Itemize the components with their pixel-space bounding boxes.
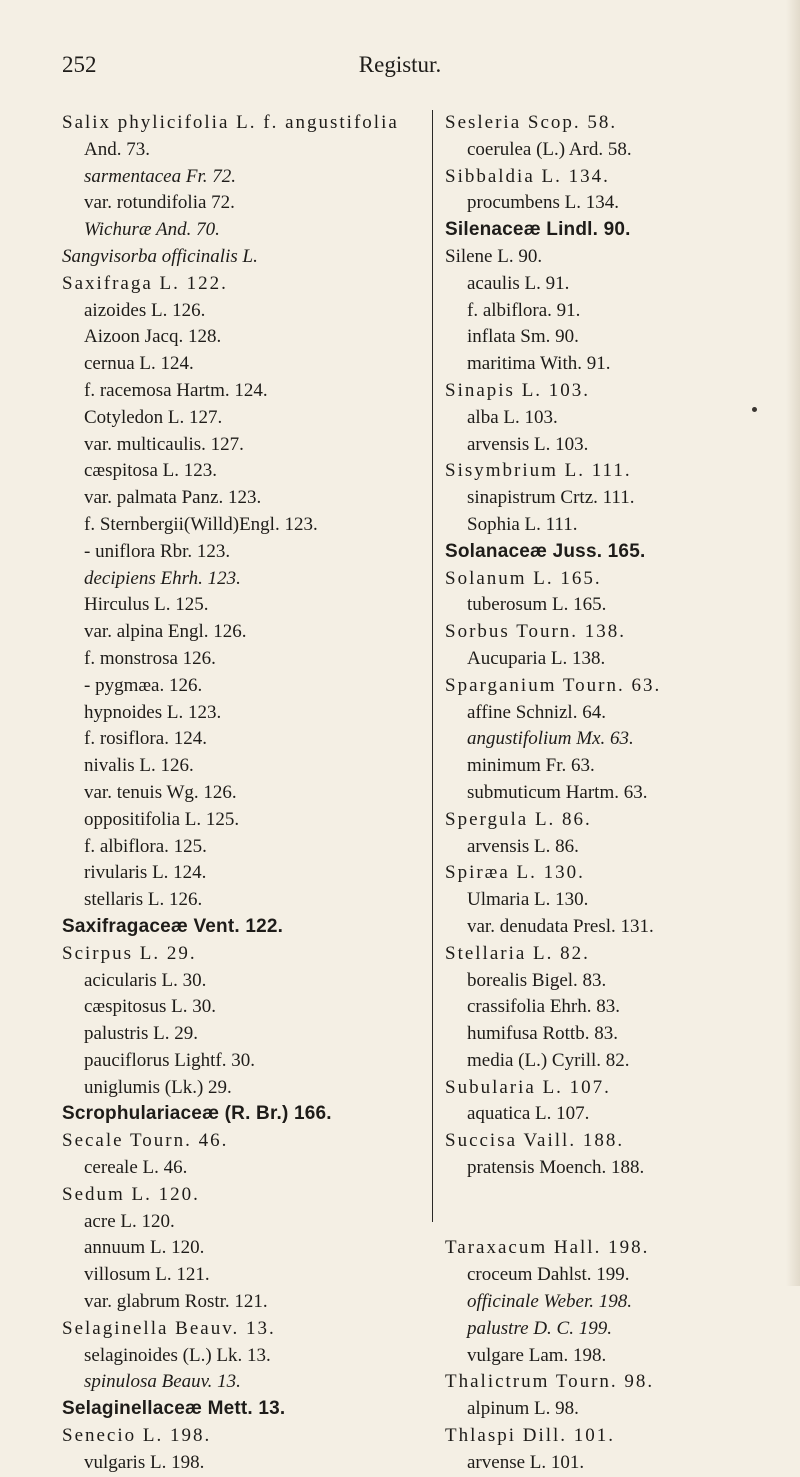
- index-entry: var. glabrum Rostr. 121.: [84, 1291, 268, 1313]
- page-edge-shadow: [786, 0, 800, 1286]
- index-entry: aizoides L. 126.: [84, 299, 206, 321]
- index-entry-heading: Thlaspi Dill. 101.: [445, 1425, 616, 1447]
- index-gap: [445, 1209, 800, 1236]
- index-entry-heading: Salix phylicifolia L. f. angustifolia: [62, 112, 399, 133]
- index-entry: And. 73.: [84, 138, 150, 160]
- index-entry: cernua L. 124.: [84, 353, 194, 375]
- index-entry: tuberosum L. 165.: [467, 594, 607, 616]
- index-entry: var. tenuis Wg. 126.: [84, 781, 237, 803]
- index-entry: f. albiflora. 91.: [467, 299, 581, 321]
- index-entry: officinale Weber. 198.: [467, 1291, 632, 1313]
- index-entry-heading: Senecio L. 198.: [62, 1425, 212, 1447]
- index-entry: affine Schnizl. 64.: [467, 701, 606, 723]
- index-entry-heading: Selaginellaceæ Mett. 13.: [62, 1398, 286, 1420]
- index-entry-heading: Sesleria Scop. 58.: [445, 112, 618, 133]
- index-entry: f. racemosa Hartm. 124.: [84, 379, 268, 401]
- index-entry: maritima With. 91.: [467, 353, 611, 375]
- index-entry: arvense L. 101.: [467, 1451, 585, 1473]
- index-entry: spinulosa Beauv. 13.: [84, 1371, 241, 1393]
- index-entry: aquatica L. 107.: [467, 1103, 590, 1125]
- index-entry: - uniflora Rbr. 123.: [84, 540, 231, 562]
- index-entry: minimum Fr. 63.: [467, 755, 595, 777]
- index-entry-heading: Sangvisorba officinalis L.: [62, 245, 258, 267]
- index-entry: media (L.) Cyrill. 82.: [467, 1049, 630, 1071]
- index-entry: crassifolia Ehrh. 83.: [467, 996, 621, 1018]
- index-entry: var. multicaulis. 127.: [84, 433, 244, 455]
- index-entry-heading: Secale Tourn. 46.: [62, 1130, 229, 1152]
- index-entry: acre L. 120.: [84, 1210, 175, 1232]
- index-entry: sinapistrum Crtz. 111.: [467, 487, 635, 509]
- index-entry: decipiens Ehrh. 123.: [84, 567, 241, 589]
- index-entry-heading: Sparganium Tourn. 63.: [445, 674, 662, 696]
- index-entry: Hirculus L. 125.: [84, 594, 209, 616]
- index-entry: submuticum Hartm. 63.: [467, 781, 648, 803]
- index-entry-heading: Solanum L. 165.: [445, 567, 602, 589]
- index-entry: uniglumis (Lk.) 29.: [84, 1076, 232, 1098]
- index-entry: alba L. 103.: [467, 406, 558, 428]
- index-entry: Sophia L. 111.: [467, 513, 578, 535]
- index-entry-heading: Sisymbrium L. 111.: [445, 460, 632, 482]
- index-entry: hypnoides L. 123.: [84, 701, 222, 723]
- index-entry-heading: Sedum L. 120.: [62, 1183, 200, 1205]
- index-entry-heading: Subularia L. 107.: [445, 1076, 611, 1098]
- index-entry: var. rotundifolia 72.: [84, 192, 235, 214]
- index-entry: selaginoides (L.) Lk. 13.: [84, 1344, 271, 1366]
- index-entry: rivularis L. 124.: [84, 862, 207, 884]
- index-entry: alpinum L. 98.: [467, 1398, 579, 1420]
- index-entry: acaulis L. 91.: [467, 272, 570, 294]
- index-entry: vulgaris L. 198.: [84, 1451, 205, 1473]
- index-entry: f. rosiflora. 124.: [84, 728, 207, 750]
- index-entry: inflata Sm. 90.: [467, 326, 579, 348]
- index-entry: Ulmaria L. 130.: [467, 889, 589, 911]
- index-entry: sarmentacea Fr. 72.: [84, 165, 236, 187]
- index-entry-heading: Scrophulariaceæ (R. Br.) 166.: [62, 1103, 332, 1125]
- index-entry: croceum Dahlst. 199.: [467, 1264, 630, 1286]
- index-entry-heading: Silenaceæ Lindl. 90.: [445, 219, 631, 241]
- running-title: Registur.: [358, 52, 442, 77]
- index-entry: pauciflorus Lightf. 30.: [84, 1049, 255, 1071]
- index-column-left: [62, 110, 420, 1477]
- index-entry: var. denudata Presl. 131.: [467, 915, 654, 937]
- index-entry: f. albiflora. 125.: [84, 835, 207, 857]
- index-entry: pratensis Moench. 188.: [467, 1157, 645, 1179]
- index-entry: nivalis L. 126.: [84, 755, 194, 777]
- index-entry: humifusa Rottb. 83.: [467, 1023, 618, 1045]
- index-entry: stellaris L. 126.: [84, 889, 203, 911]
- index-entry: palustre D. C. 199.: [467, 1317, 612, 1339]
- index-entry: arvensis L. 86.: [467, 835, 579, 857]
- index-gap: [445, 1182, 800, 1209]
- index-entry: - pygmæa. 126.: [84, 674, 203, 696]
- index-entry-heading: Sibbaldia L. 134.: [445, 165, 610, 187]
- index-entry-heading: Saxifragaceæ Vent. 122.: [62, 915, 284, 937]
- index-entry-heading: Scirpus L. 29.: [62, 942, 197, 964]
- index-entry-heading: Silene L. 90.: [445, 245, 543, 267]
- index-entry: cereale L. 46.: [84, 1157, 188, 1179]
- index-entry: Wichuræ And. 70.: [84, 219, 220, 241]
- index-entry: coerulea (L.) Ard. 58.: [467, 138, 632, 160]
- index-entry-heading: Solanaceæ Juss. 165.: [445, 540, 646, 562]
- index-entry: angustifolium Mx. 63.: [467, 728, 634, 750]
- index-entry: var. alpina Engl. 126.: [84, 621, 247, 643]
- index-entry: borealis Bigel. 83.: [467, 969, 607, 991]
- index-entry: Aucuparia L. 138.: [467, 647, 606, 669]
- index-entry: vulgare Lam. 198.: [467, 1344, 607, 1366]
- index-entry: Cotyledon L. 127.: [84, 406, 223, 428]
- index-entry: cæspitosa L. 123.: [84, 460, 217, 482]
- ink-speck: [752, 407, 757, 412]
- index-entry: villosum L. 121.: [84, 1264, 210, 1286]
- index-entry-heading: Stellaria L. 82.: [445, 942, 590, 964]
- page-number: 252: [62, 52, 97, 77]
- index-entry: Aizoon Jacq. 128.: [84, 326, 222, 348]
- index-entry: cæspitosus L. 30.: [84, 996, 216, 1018]
- index-column-right: [432, 110, 800, 1473]
- index-entry: f. Sternbergii(Willd)Engl. 123.: [84, 513, 318, 535]
- index-entry-heading: Thalictrum Tourn. 98.: [445, 1371, 655, 1393]
- index-entry: oppositifolia L. 125.: [84, 808, 240, 830]
- page-header: [0, 52, 800, 88]
- index-entry: acicularis L. 30.: [84, 969, 207, 991]
- index-entry: f. monstrosa 126.: [84, 647, 216, 669]
- index-entry-heading: Spergula L. 86.: [445, 808, 592, 830]
- index-entry: palustris L. 29.: [84, 1023, 198, 1045]
- index-entry-heading: Succisa Vaill. 188.: [445, 1130, 625, 1152]
- index-entry-heading: Taraxacum Hall. 198.: [445, 1237, 650, 1259]
- index-entry-heading: Sinapis L. 103.: [445, 379, 591, 401]
- index-entry: var. palmata Panz. 123.: [84, 487, 262, 509]
- index-entry-heading: Selaginella Beauv. 13.: [62, 1317, 276, 1339]
- index-entry-heading: Saxifraga L. 122.: [62, 272, 228, 294]
- index-entry-heading: Spiræa L. 130.: [445, 862, 585, 884]
- index-entry: arvensis L. 103.: [467, 433, 589, 455]
- index-entry: procumbens L. 134.: [467, 192, 619, 214]
- index-entry: annuum L. 120.: [84, 1237, 205, 1259]
- index-entry-heading: Sorbus Tourn. 138.: [445, 621, 627, 643]
